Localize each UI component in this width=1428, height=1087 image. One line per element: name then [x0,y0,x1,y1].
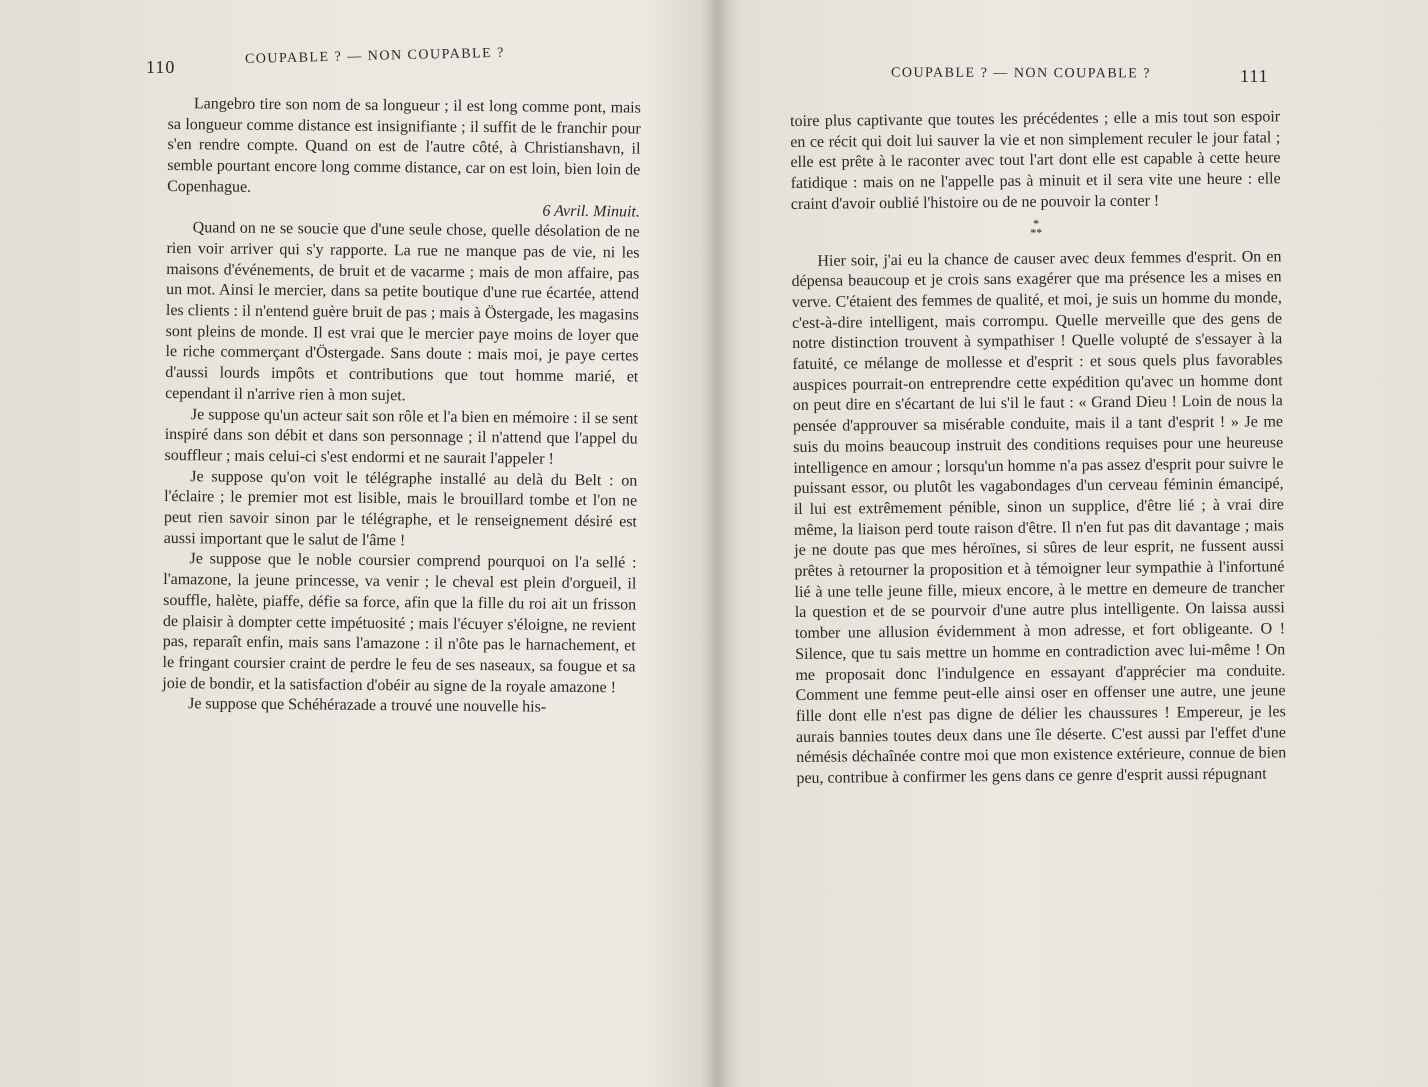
paragraph-acteur: Je suppose qu'un acteur sait son rôle et l'a bien en mémoire : il se sent inspiré dans son débit et dans son personnage ; il n'attend que l'appel du souffleur ; mais celui-ci s'est endormi et ne saurait l'appeler ! [164,405,638,468]
running-head-right: COUPABLE ? — NON COUPABLE ? [890,65,1152,82]
paragraph-desolation: Quand on ne se soucie que d'une seule chose, quelle désolation de ne rien voir arriver qui s'y rapporte. La rue ne manque pas de vie, ni les maisons d'événements, de bruit et de vacarme ; mais de mon affaire, pas un mot. Ainsi le mercier, dans sa petite boutique d'une rue écartée, attend les clients : il n'entend guère bruit de pas ; mais à Östergade, les magasins sont pleins de monde. Il est vrai que le mercier paye moins de loyer que le riche commerçant d'Östergade. Sans doute : mais moi, je paye certes d'aussi lourds impôts et contributions que tout homme marié, et cependant il n'arrive rien à mon sujet. [165,219,640,405]
paragraph-scheherazade-start: Je suppose que Schéhérazade a trouvé une nouvelle his- [188,695,547,717]
paragraph-scheherazade-end: toire plus captivante que toutes les précédentes ; elle a mis tout son espoir en ce récit qui doit lui sauver la vie et non simplement reculer le jour fatal ; elle est prête à le raconter avec tout l'art dont elle est capable à cette heure fatidique : mais on ne l'appelle pas à minuit et il sera vite une heure : elle craint d'avoir oublié l'histoire ou de ne pouvoir la conter ! [790,108,1281,213]
paragraph-langebro: Langebro tire son nom de sa longueur ; il est long comme pont, mais sa longueur comme distance est insignifiante ; il suffit de le franchir pour s'en rendre compte. Quand on est de l'autre côté, à Christianshavn, il semble pourtant encore long comme distance, car on est loin, bien loin de Copenhague. [167,95,641,196]
asterism-text: * ** [1030,216,1043,240]
right-page-body [790,107,1286,789]
paragraph-telegraphe: Je suppose qu'on voit le télégraphe installé au delà du Belt : on l'éclaire ; le premier mot est lisible, mais le brouillard tombe et l'on ne peut rien savoir sinon par le télégraphe, et le renseignement désiré est aussi important que le salut de l'âme ! [163,467,638,550]
page-number-left: 110 [146,57,176,77]
right-page [714,0,1428,1087]
paragraph-coursier: Je suppose que le noble coursier comprend pourquoi on l'a sellé : l'amazone, la jeune princesse, va venir ; le cheval est plein d'orgueil, il souffle, halète, piaffe, défie sa force, afin que la fille du roi ait un frisson de plaisir à dompter cette impétuosité ; mais l'écuyer s'éloigne, ne revient pas, reparaît enfin, mais sans l'amazone : il n'ôte pas le harnachement, et le fringant coursier craint de perdre le feu de ses naseaux, sa fougue et sa joie de bondir, et la satisfaction d'obéir au signe de la royale amazone ! [162,550,637,697]
page-number-right: 111 [1240,66,1269,86]
paragraph-hier-soir: Hier soir, j'ai eu la chance de causer avec deux femmes d'esprit. On en dépensa beaucoup et je crois sans exagérer que ma présence les a mises en verve. C'étaient des femmes de qualité, et moi, je suis un homme du monde, c'est-à-dire intelligent, mais corrompu. Quelle merveille que des gens de notre distinction trouvent à sympathiser ! Quelle volupté de s'essayer à la fatuité, ce mélange de mollesse et d'esprit : et sous quels plus favorables auspices pourrait-on entreprendre cette expédition qu'avec un homme dont on peut dire en s'écartant de lui s'il le faut : « Grand Dieu ! Loin de nous la pensée d'approuver sa misérable conduite, mais il a tant d'esprit ! » Je me suis du moins beaucoup instruit des conditions requises pour une heureuse intelligence en amour ; lorsqu'un homme n'a pas assez d'esprit pour suivre le puissant essor, ou plutôt les vagabondages d'un cerveau féminin émancipé, il lui est extrêmement pénible, sinon un supplice, d'être lié ; à vrai dire même, la liaison perd toute raison d'être. Il n'en fut pas dit davantage ; mais je ne doute pas que mes héroïnes, si sûres de leur esprit, ne fussent aussi prêtes à retourner la proposition et à témoigner leur sympathie à l'infortuné lié à une telle jeune fille, mieux encore, à le mettre en demeure de trancher la question et de se pourvoir d'une autre plus intelligente. On laissa aussi tomber une allusion évidemment à mon adresse, et fort obligeante. O ! Silence, que tu sais mettre un homme en contradiction avec lui-même ! On me proposait donc l'indulgence en essayant d'apprécier ma conduite. Comment une femme peut-elle ainsi oser en offenser une autre, une jeune fille dont elle n'est pas digne de délier les chaussures ! Empereur, je les aurais bannies toutes deux dans une île déserte. C'est aussi par l'effet d'une némésis déchaînée contre moi que mon existence extérieure, connue de bien peu, contribue à confirmer les gens dans ce genre d'esprit aussi répugnant [791,247,1287,788]
running-head-left: COUPABLE ? — NON COUPABLE ? [244,45,506,67]
asterism-separator [791,217,1281,240]
left-page-body [162,94,641,720]
dateline: 6 Avril. Minuit. [542,202,640,221]
